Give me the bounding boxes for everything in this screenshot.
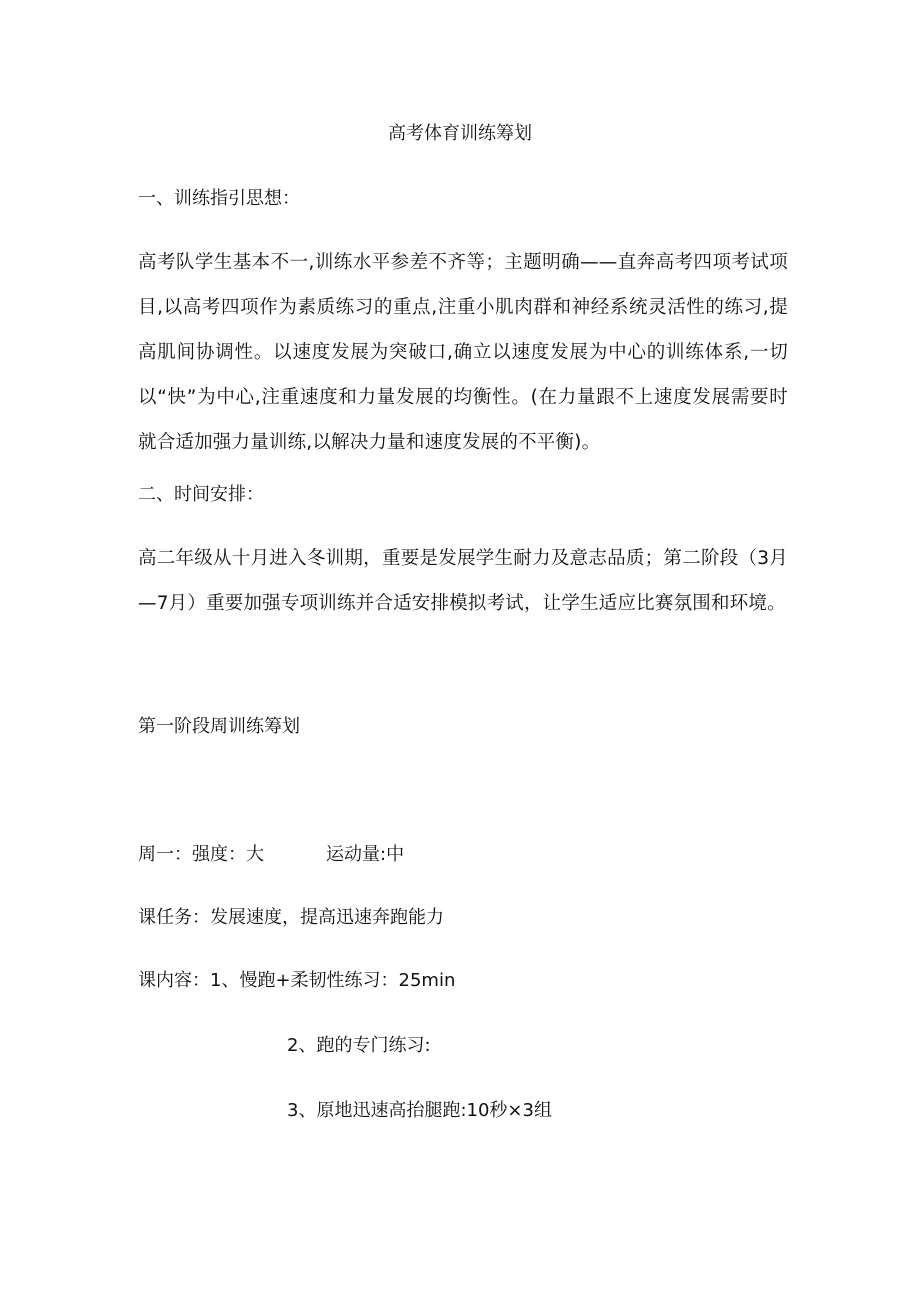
lesson-task: 课任务：发展速度，提高迅速奔跑能力 [138,907,444,928]
monday-intensity: 周一：强度：大 [138,844,264,865]
lesson-content-item-2: 2、跑的专门练习: [287,1035,431,1056]
lesson-content-item-1: 课内容：1、慢跑+柔韧性练习：25min [138,970,456,991]
section-paragraph-guiding-thought: 高考队学生基本不一,训练水平参差不齐等；主题明确——直奔高考四项考试项目,以高考四项作为素质练习的重点,注重小肌肉群和神经系统灵活性的练习,提高肌间协调性。以速度发展为突破口,确立以速度发展为中心的训练体系,一切以“快”为中心,注重速度和力量发展的均衡性。(在力量跟不上速度发展需要时就合适加强力量训练,以解决力量和速度发展的不平衡)。 [138,252,788,453]
section-paragraph-schedule: 高二年级从十月进入冬训期，重要是发展学生耐力及意志品质；第二阶段（3月—7月）重要加强专项训练并合适安排模拟考试，让学生适应比赛氛围和环境。 [138,548,788,614]
section-heading-guiding-thought: 一、训练指引思想： [138,188,300,209]
monday-volume: 运动量:中 [326,844,405,865]
document-title: 高考体育训练筹划 [388,123,532,144]
plan-heading: 第一阶段周训练筹划 [138,716,300,737]
lesson-content-item-3: 3、原地迅速高抬腿跑:10秒×3组 [287,1100,552,1121]
section-heading-schedule: 二、时间安排： [138,484,264,505]
monday-line [138,842,404,868]
